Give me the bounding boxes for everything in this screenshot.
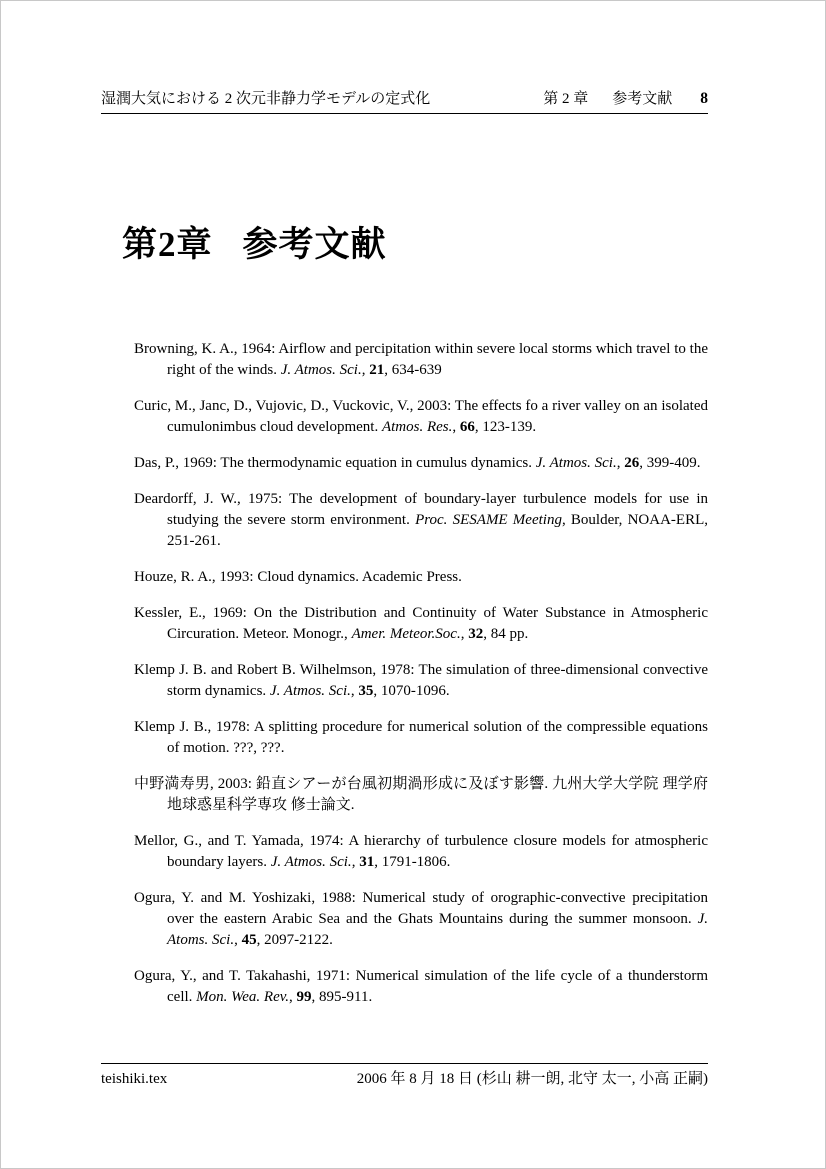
header-chapter-label: 第 2 章: [543, 91, 589, 107]
reference-text: , 1070-1096.: [373, 683, 450, 699]
reference-entry: [134, 774, 708, 816]
volume-number: 26: [624, 455, 640, 471]
volume-number: 45: [241, 932, 257, 948]
reference-text: , 634-639: [384, 362, 442, 378]
page-footer: [101, 1067, 708, 1088]
reference-text: 中野満寿男, 2003: 鉛直シアーが台風初期渦形成に及ぼす影響. 九州大学大学院 理学府 地球惑星科学専攻 修士論文.: [134, 776, 708, 813]
reference-entry: [134, 966, 708, 1008]
reference-text: Kessler, E., 1969: On the Distribution and Continuity of Water Substance in Atmospheric Circuration. Meteor. Monogr.,: [134, 605, 708, 642]
reference-entry: [134, 489, 708, 552]
reference-text: ,: [452, 419, 460, 435]
reference-text: , 895-911.: [311, 989, 373, 1005]
reference-entry: [134, 567, 708, 588]
header-chapter-group: [543, 87, 672, 108]
reference-text: Ogura, Y. and M. Yoshizaki, 1988: Numerical study of orographic-convective precipitation over the eastern Arabic Sea and the Ghats Mountains during the summer monsoon.: [134, 890, 708, 927]
references-list: [134, 339, 708, 1023]
reference-text: ,: [350, 683, 359, 699]
reference-entry: [134, 396, 708, 438]
reference-entry: [134, 831, 708, 873]
journal-name: J. Atmos. Sci.: [535, 455, 617, 471]
reference-text: Klemp J. B. and Robert B. Wilhelmson, 1978: The simulation of three-dimensional convective storm dynamics.: [134, 662, 708, 699]
header-rule: [101, 113, 708, 114]
volume-number: 66: [459, 419, 475, 435]
reference-text: Houze, R. A., 1993: Cloud dynamics. Academic Press.: [134, 569, 462, 585]
volume-number: 32: [468, 626, 484, 642]
reference-text: Browning, K. A., 1964: Airflow and percipitation within severe local storms which travel to the right of the winds.: [134, 341, 708, 378]
chapter-heading: [122, 217, 387, 267]
reference-text: ,: [351, 854, 360, 870]
volume-number: 35: [358, 683, 374, 699]
reference-text: ,: [361, 362, 370, 378]
reference-text: , 399-409.: [639, 455, 701, 471]
reference-text: ,: [460, 626, 469, 642]
footer-filename: teishiki.tex: [101, 1071, 168, 1087]
journal-name: J. Atmos. Sci.: [269, 683, 351, 699]
chapter-number: 第2章: [122, 225, 213, 264]
running-title: 湿潤大気における 2 次元非静力学モデルの定式化: [101, 91, 431, 107]
chapter-title: 参考文献: [242, 225, 387, 264]
reference-text: ,: [616, 455, 625, 471]
reference-text: Deardorff, J. W., 1975: The development of boundary-layer turbulence models for use in studying the severe storm environment.: [134, 491, 708, 528]
reference-text: ,: [289, 989, 297, 1005]
footer-date-authors: 2006 年 8 月 18 日 (杉山 耕一朗, 北守 太一, 小高 正嗣): [356, 1071, 708, 1087]
reference-text: Das, P., 1969: The thermodynamic equation in cumulus dynamics.: [134, 455, 536, 471]
page-number: 8: [700, 90, 708, 107]
reference-text: , 1791-1806.: [374, 854, 451, 870]
reference-entry: [134, 339, 708, 381]
reference-text: Klemp J. B., 1978: A splitting procedure for numerical solution of the compressible equations of motion. ???, ???.: [134, 719, 708, 756]
volume-number: 21: [369, 362, 385, 378]
header-section-label: 参考文献: [612, 91, 673, 107]
reference-text: , 2097-2122.: [256, 932, 333, 948]
volume-number: 99: [296, 989, 312, 1005]
reference-text: ,: [234, 932, 242, 948]
journal-name: Atmos. Res.: [381, 419, 453, 435]
reference-entry: [134, 888, 708, 951]
journal-name: J. Atmos. Sci.: [280, 362, 362, 378]
volume-number: 31: [359, 854, 375, 870]
reference-text: , Boulder, NOAA-ERL, 251-261.: [167, 512, 708, 549]
journal-name: J. Atoms. Sci.: [167, 911, 708, 948]
journal-name: Mon. Wea. Rev.: [196, 989, 290, 1005]
reference-text: , 123-139.: [474, 419, 537, 435]
journal-name: Amer. Meteor.Soc.: [351, 626, 461, 642]
reference-text: Ogura, Y., and T. Takahashi, 1971: Numerical simulation of the life cycle of a thunderstorm cell.: [134, 968, 708, 1005]
reference-text: , 84 pp.: [483, 626, 529, 642]
reference-entry: [134, 603, 708, 645]
page-header: [101, 87, 708, 108]
reference-entry: [134, 660, 708, 702]
journal-name: Proc. SESAME Meeting: [415, 512, 562, 528]
reference-entry: [134, 453, 708, 474]
journal-name: J. Atmos. Sci.: [270, 854, 352, 870]
reference-text: Curic, M., Janc, D., Vujovic, D., Vuckovic, V., 2003: The effects fo a river valley on an isolated cumulonimbus cloud development.: [134, 398, 708, 435]
reference-entry: [134, 717, 708, 759]
reference-text: Mellor, G., and T. Yamada, 1974: A hierarchy of turbulence closure models for atmospheric boundary layers.: [134, 833, 708, 870]
footer-rule: [101, 1063, 708, 1064]
